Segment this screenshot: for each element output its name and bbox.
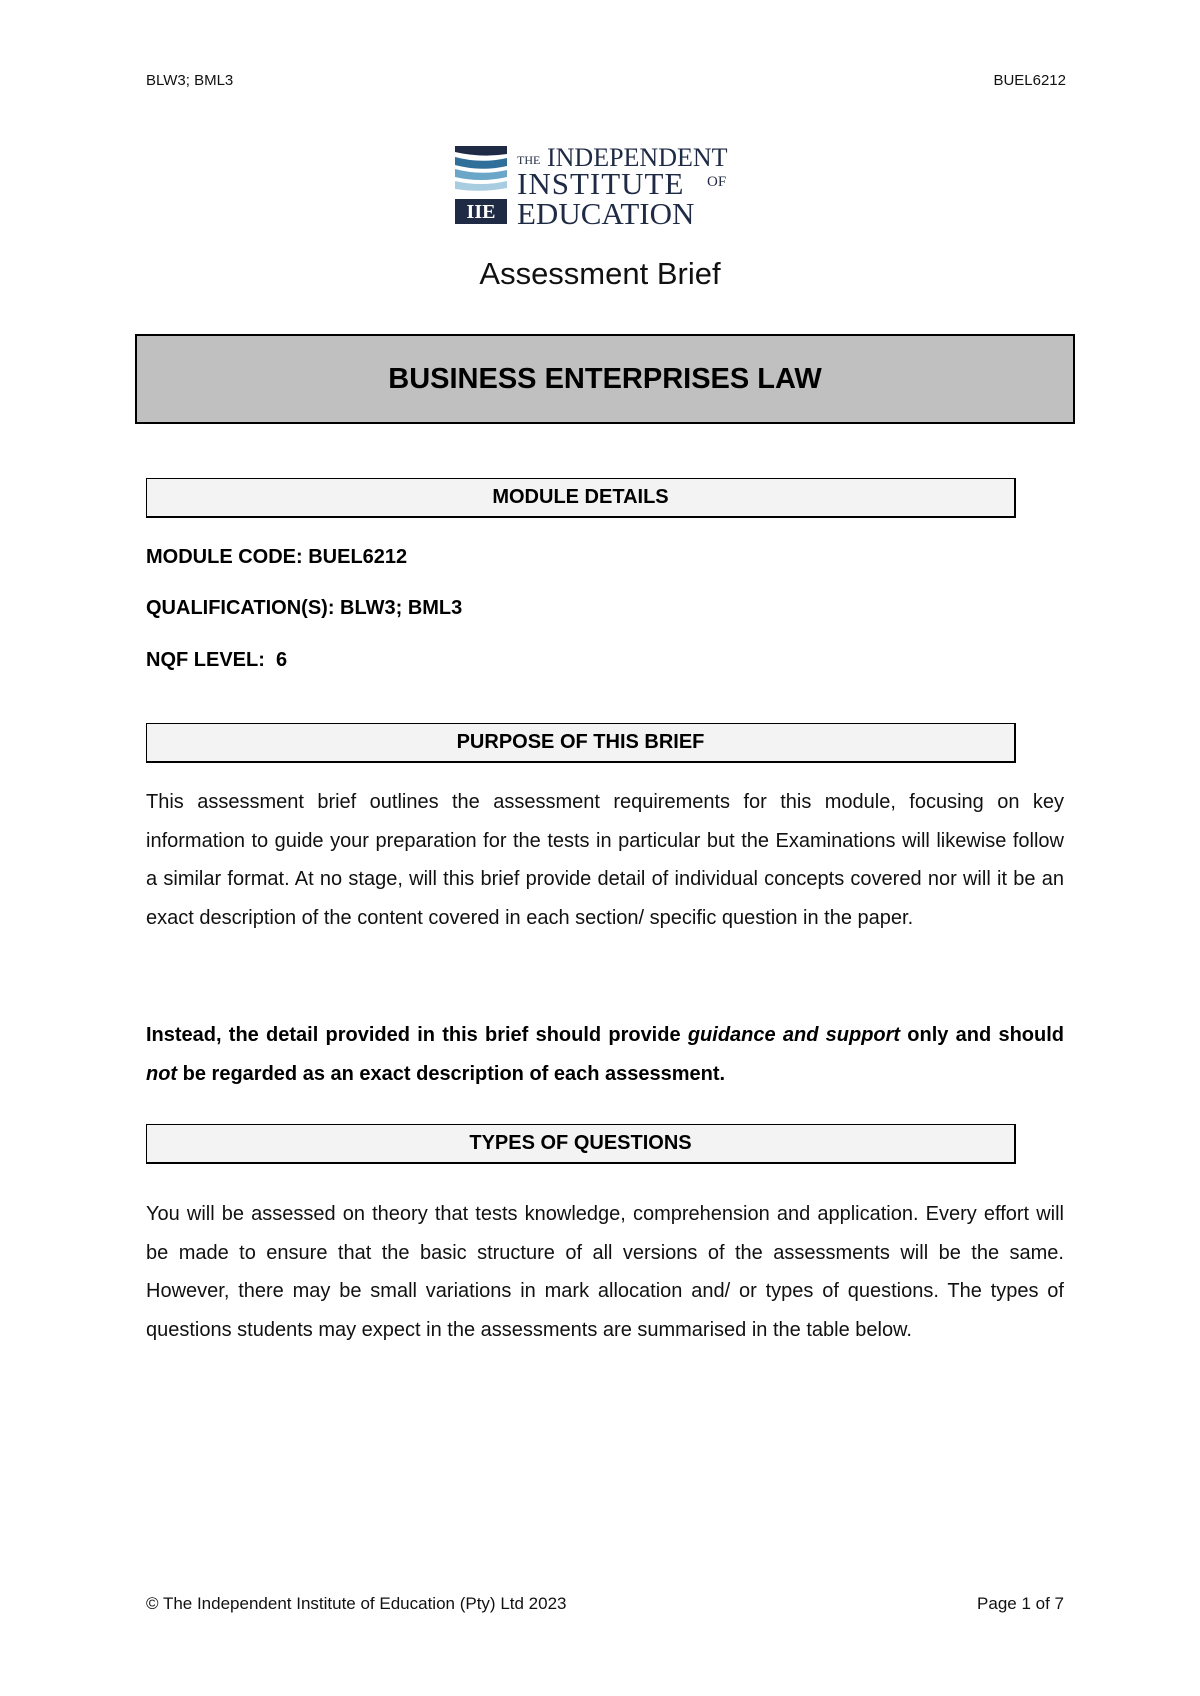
logo-line3: EDUCATION xyxy=(517,196,695,226)
section-heading-types-of-questions: TYPES OF QUESTIONS xyxy=(146,1124,1016,1164)
logo-the: THE xyxy=(517,153,541,167)
types-paragraph: You will be assessed on theory that tests knowledge, comprehension and application. Every effort will be made to ensure that the basic structure of all versions of the assessments will be the same. However, there may be small variations in mark allocation and/ or types of questions. The types of questions students may expect in the assessments are summarised in the table below. xyxy=(146,1203,1064,1341)
logo-mark-text: IIE xyxy=(466,201,496,223)
module-title-box xyxy=(135,334,1075,424)
purpose-note-emphasis1: guidance and support xyxy=(687,1024,901,1046)
document-title: Assessment Brief xyxy=(479,256,721,291)
footer-copyright: © The Independent Institute of Education (Pty) Ltd 2023 xyxy=(146,1594,567,1613)
nqf-level: NQF LEVEL: 6 xyxy=(146,649,288,671)
module-title: BUSINESS ENTERPRISES LAW xyxy=(388,362,822,395)
purpose-note-part1: Instead, the detail provided in this brief should provide xyxy=(146,1024,688,1046)
module-code: MODULE CODE: BUEL6212 xyxy=(146,546,408,568)
purpose-note-emphasis2: not xyxy=(146,1062,178,1085)
purpose-paragraph: This assessment brief outlines the assessment requirements for this module, focusing on key information to guide your preparation for the tests in particular but the Examinations will likewise follow a similar format. At no stage, will this brief provide detail of individual concepts covered nor will it be an exact description of the content covered in each section/ specific question in the paper. xyxy=(146,791,1064,929)
footer-page-number: Page 1 of 7 xyxy=(977,1594,1064,1613)
logo-of: OF xyxy=(707,174,727,190)
purpose-note-part3: be regarded as an exact description of each assessment. xyxy=(177,1062,726,1085)
purpose-note-part2: only and should xyxy=(900,1024,1064,1046)
purpose-note xyxy=(146,1016,1064,1093)
logo-line1: INDEPENDENT xyxy=(547,144,728,172)
header-module-code: BUEL6212 xyxy=(993,72,1066,89)
section-heading-purpose: PURPOSE OF THIS BRIEF xyxy=(146,723,1016,763)
section-heading-module-details: MODULE DETAILS xyxy=(146,478,1016,518)
iie-logo xyxy=(455,144,755,226)
header-qualifications: BLW3; BML3 xyxy=(146,72,234,89)
qualifications: QUALIFICATION(S): BLW3; BML3 xyxy=(146,597,463,619)
logo-line2: INSTITUTE xyxy=(517,166,685,201)
